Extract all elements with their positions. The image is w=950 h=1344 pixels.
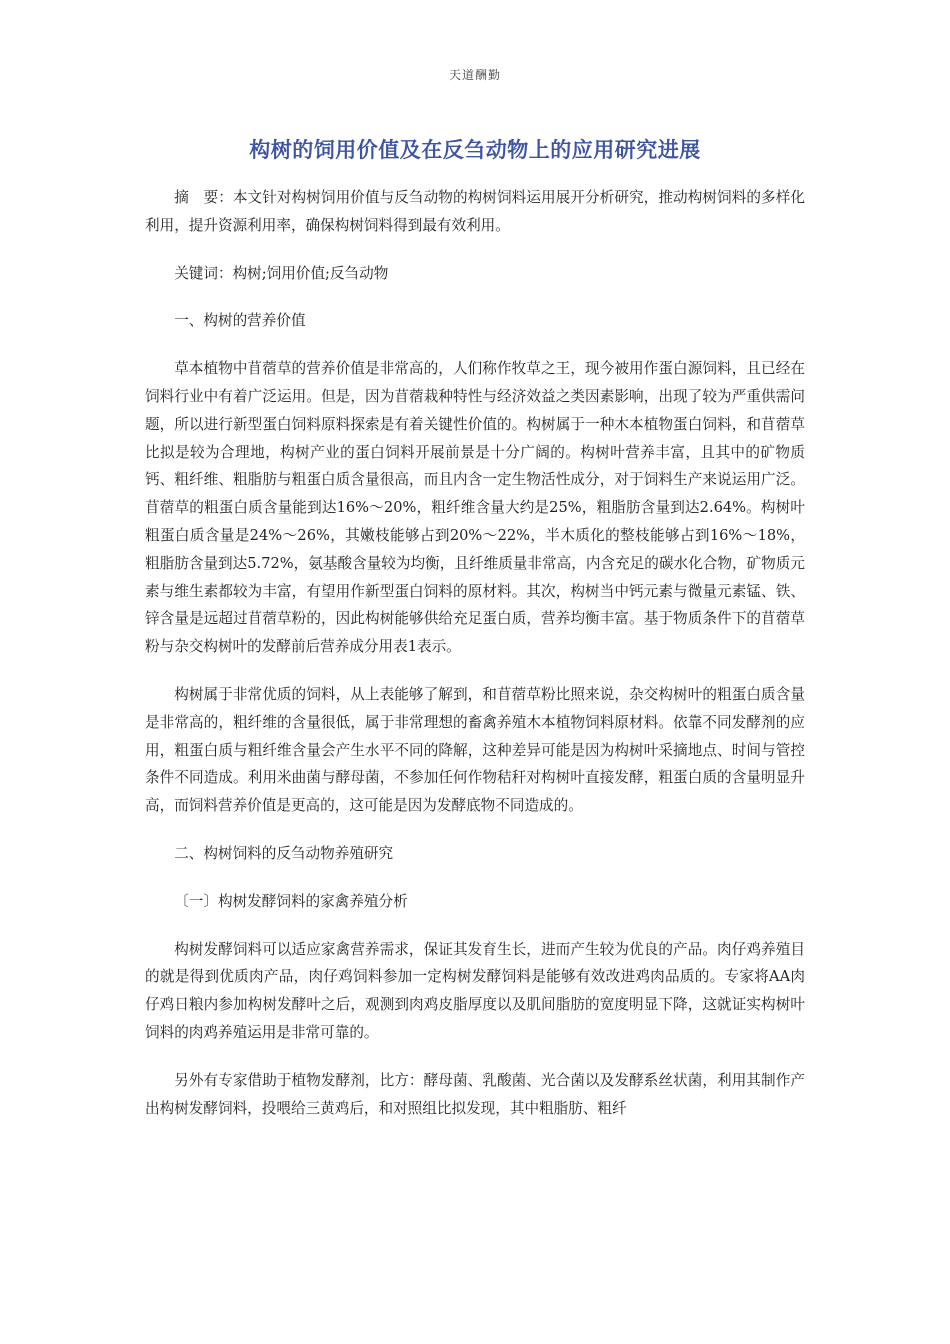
page-header: 天道酬勤 (448, 68, 501, 82)
subsection-heading-1: 〔一〕构树发酵饲料的家禽养殖分析 (174, 892, 408, 910)
section-heading-1: 一、构树的营养价值 (174, 312, 306, 330)
body-paragraph: 构树发酵饲料可以适应家禽营养需求，保证其发育生长，进而产生较为优良的产品。肉仔鸡养殖目的就是得到优质肉产品，肉仔鸡饲料参加一定构树发酵饲料是能够有效改进鸡肉品质的。专家将AA肉仔鸡日粮内参加构树发酵叶之后，观测到肉鸡皮脂厚度以及肌间脂肪的宽度明显下降，这就证实构树叶饲料的肉鸡养殖运用是非常可靠的。 (145, 940, 805, 1041)
body-paragraph: 草本植物中苜蓿草的营养价值是非常高的，人们称作牧草之王，现今被用作蛋白源饲料，且已经在饲料行业中有着广泛运用。但是，因为苜蓿栽种特性与经济效益之类因素影响，出现了较为严重供需问题，所以进行新型蛋白饲料原料探索是有着关键性价值的。构树属于一种木本植物蛋白饲料，和苜蓿草比拟是较为合理地，构树产业的蛋白饲料开展前景是十分广阔的。构树叶营养丰富，且其中的矿物质钙、粗纤维、粗脂肪与粗蛋白质含量很高，而且内含一定生物活性成分，对于饲料生产来说运用广泛。苜蓿草的粗蛋白质含量能到达16%～20%，粗纤维含量大约是25%，粗脂肪含量到达2.64%。构树叶粗蛋白质含量是24%～26%，其嫩枝能够占到20%～22%，半木质化的整枝能够占到16%～18%，粗脂肪含量到达5.72%，氨基酸含量较为均衡，且纤维质量非常高，内含充足的碳水化合物，矿物质元素与维生素都较为丰富，有望用作新型蛋白饲料的原材料。其次，构树当中钙元素与微量元素锰、铁、锌含量是远超过苜蓿草粉的，因此构树能够供给充足蛋白质，营养均衡丰富。基于物质条件下的苜蓿草粉与杂交构树叶的发酵前后营养成分用表1表示。 (145, 360, 805, 656)
section-heading-2: 二、构树饲料的反刍动物养殖研究 (174, 844, 394, 862)
document-title: 构树的饲用价值及在反刍动物上的应用研究进展 (249, 138, 701, 162)
body-paragraph: 另外有专家借助于植物发酵剂，比方：酵母菌、乳酸菌、光合菌以及发酵系丝状菌，利用其制作产出构树发酵饲料，投喂给三黄鸡后，和对照组比拟发现，其中粗脂肪、粗纤 (145, 1071, 805, 1117)
body-paragraph: 构树属于非常优质的饲料，从上表能够了解到，和苜蓿草粉比照来说，杂交构树叶的粗蛋白质含量是非常高的，粗纤维的含量很低，属于非常理想的畜禽养殖木本植物饲料原材料。依靠不同发酵剂的应用，粗蛋白质与粗纤维含量会产生水平不同的降解，这种差异可能是因为构树叶采摘地点、时间与管控条件不同造成。利用米曲菌与酵母菌，不参加任何作物秸秆对构树叶直接发酵，粗蛋白质的含量明显升高，而饲料营养价值是更高的，这可能是因为发酵底物不同造成的。 (145, 685, 805, 815)
abstract-paragraph: 摘 要：本文针对构树饲用价值与反刍动物的构树饲料运用展开分析研究，推动构树饲料的多样化利用，提升资源利用率，确保构树饲料得到最有效利用。 (145, 189, 805, 234)
keywords-paragraph: 关键词：构树;饲用价值;反刍动物 (174, 264, 389, 282)
document-body (145, 184, 805, 1142)
